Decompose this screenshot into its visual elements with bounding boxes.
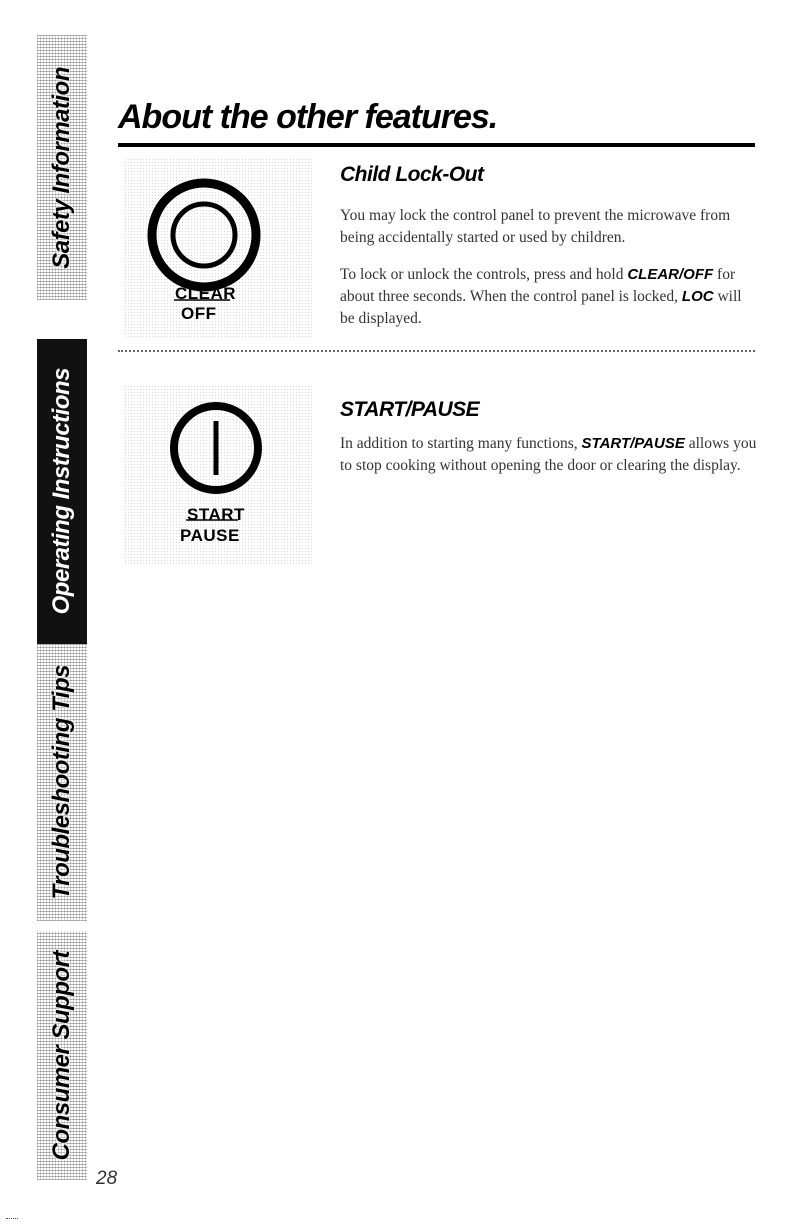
section-divider [118, 350, 755, 352]
tab-label: Operating Instructions [48, 368, 75, 615]
tab-safety-information[interactable] [37, 35, 87, 300]
clear-label: CLEAR [175, 284, 237, 303]
sidebar-tabs [37, 35, 87, 1180]
section-heading-start-pause: START/PAUSE [340, 398, 480, 421]
text: will be displayed. [340, 288, 742, 327]
child-lock-paragraph-2 [340, 264, 760, 330]
child-lock-paragraph-1: You may lock the control panel to prevent the microwave from being accidentally started or used by children. [340, 207, 731, 246]
text: In addition to starting many functions, [340, 435, 582, 452]
section-heading-child-lock-out: Child Lock-Out [340, 163, 484, 186]
text: for about three seconds. When the control panel is locked, [340, 266, 736, 305]
clear-off-keyword: CLEAR/OFF [627, 266, 714, 283]
tab-label: Troubleshooting Tips [48, 665, 75, 900]
text: allows you to stop cooking without opening the door or clearing the display. [340, 435, 757, 474]
page-number: 28 [96, 1168, 118, 1189]
start-pause-illustration [124, 385, 314, 565]
tab-consumer-support[interactable] [37, 931, 87, 1180]
clear-off-button-icon [124, 158, 314, 338]
loc-keyword: LOC [681, 288, 714, 305]
text: To lock or unlock the controls, press and hold [340, 266, 628, 283]
tab-label: Consumer Support [48, 950, 75, 1161]
start-label: START [187, 505, 245, 524]
tab-troubleshooting-tips[interactable] [37, 644, 87, 921]
tab-operating-instructions[interactable] [37, 339, 87, 644]
corner-mark [6, 1218, 18, 1221]
off-label: OFF [181, 304, 217, 323]
page-title: About the other features. [118, 98, 498, 136]
start-pause-keyword: START/PAUSE [581, 435, 685, 452]
pause-label: PAUSE [180, 526, 240, 545]
title-rule [118, 143, 755, 147]
clear-off-illustration [124, 158, 314, 338]
tab-label: Safety Information [48, 66, 75, 269]
start-pause-paragraph [340, 433, 760, 477]
